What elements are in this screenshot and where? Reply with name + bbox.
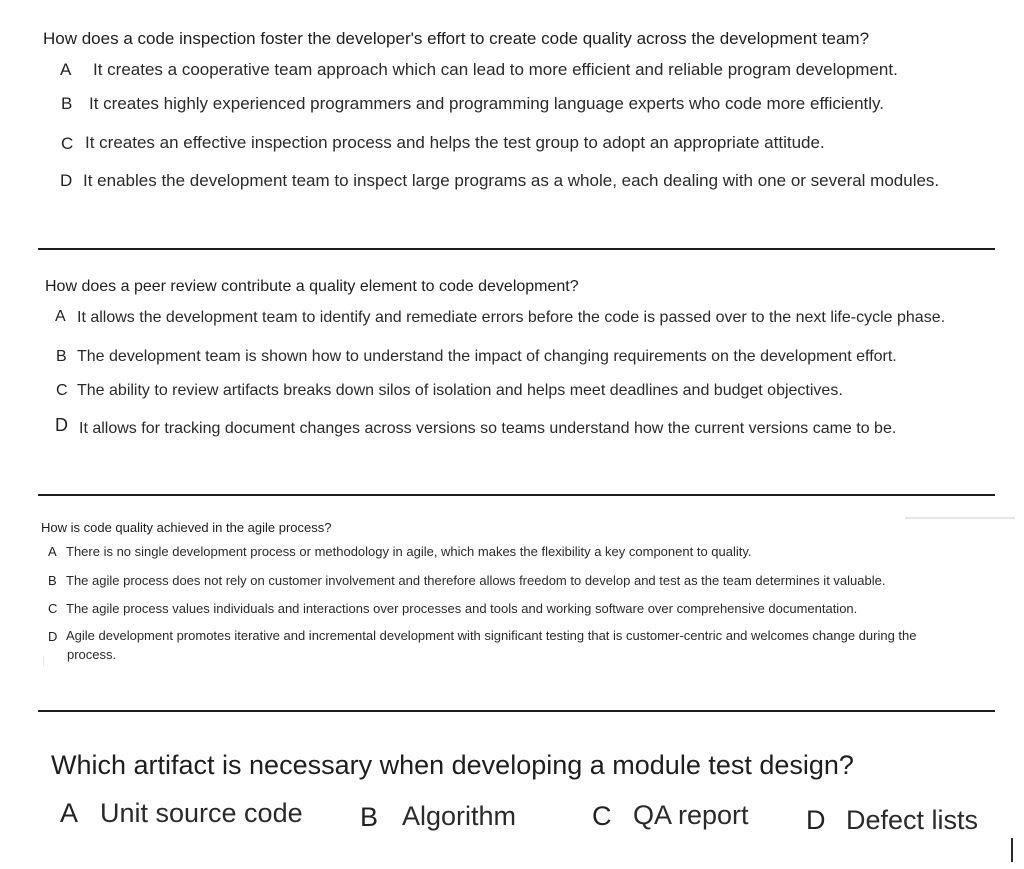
scan-artifact-mark bbox=[43, 657, 44, 666]
option-letter: D bbox=[55, 415, 68, 435]
option-letter: A bbox=[48, 544, 57, 559]
option-letter: B bbox=[360, 802, 379, 832]
option-text-line-1: Agile development promotes iterative and incremental development with significant testing that is customer-centric and welcomes change during the bbox=[66, 628, 917, 643]
section-divider bbox=[38, 710, 995, 712]
option-letter: D bbox=[806, 805, 826, 835]
option-letter: A bbox=[60, 60, 72, 79]
option-text: QA report bbox=[633, 800, 749, 830]
option-letter: C bbox=[56, 382, 68, 399]
option-text: It creates highly experienced programmers and programming language experts who code more efficiently. bbox=[89, 94, 885, 113]
question-2-text: How does a peer review contribute a quality element to code development? bbox=[45, 278, 579, 295]
option-text: The agile process does not rely on customer involvement and therefore allows freedom to develop and test as the team determines it valuable. bbox=[66, 573, 886, 588]
option-letter: C bbox=[48, 601, 58, 616]
option-letter: A bbox=[55, 308, 66, 325]
option-text: Defect lists bbox=[846, 805, 979, 835]
section-divider bbox=[38, 494, 995, 496]
option-letter: B bbox=[56, 348, 67, 365]
option-text: The development team is shown how to understand the impact of changing requirements on the development effort. bbox=[77, 348, 897, 365]
scan-artifact-line bbox=[905, 517, 1015, 519]
text-cursor bbox=[1011, 838, 1013, 862]
option-text: Unit source code bbox=[100, 798, 303, 828]
option-letter: C bbox=[61, 134, 74, 153]
question-3-text: How is code quality achieved in the agile process? bbox=[41, 520, 332, 535]
option-letter: D bbox=[48, 629, 58, 644]
question-4-text: Which artifact is necessary when developing a module test design? bbox=[51, 750, 854, 780]
option-text: It allows for tracking document changes across versions so teams understand how the current versions came to be. bbox=[79, 420, 897, 437]
option-text: The ability to review artifacts breaks down silos of isolation and helps meet deadlines and budget objectives. bbox=[77, 382, 843, 399]
option-letter: B bbox=[48, 573, 57, 588]
option-text: There is no single development process or methodology in agile, which makes the flexibility a key component to quality. bbox=[66, 544, 752, 559]
section-divider bbox=[38, 248, 995, 250]
option-letter: D bbox=[60, 171, 73, 190]
option-text: The agile process values individuals and interactions over processes and tools and working software over comprehensive documentation. bbox=[66, 601, 858, 616]
option-text: It creates a cooperative team approach which can lead to more efficient and reliable program development. bbox=[93, 60, 898, 79]
option-text-line-2: process. bbox=[67, 647, 117, 662]
option-text: It creates an effective inspection process and helps the test group to adopt an appropriate attitude. bbox=[85, 133, 825, 152]
option-text: Algorithm bbox=[402, 801, 517, 831]
option-letter: B bbox=[61, 94, 73, 113]
option-letter: A bbox=[60, 798, 79, 828]
question-1-text: How does a code inspection foster the developer's effort to create code quality across the development team? bbox=[43, 29, 870, 48]
option-text: It enables the development team to inspect large programs as a whole, each dealing with one or several modules. bbox=[83, 171, 940, 190]
option-text: It allows the development team to identify and remediate errors before the code is passed over to the next life-cycle phase. bbox=[77, 309, 946, 326]
option-letter: C bbox=[592, 801, 612, 831]
